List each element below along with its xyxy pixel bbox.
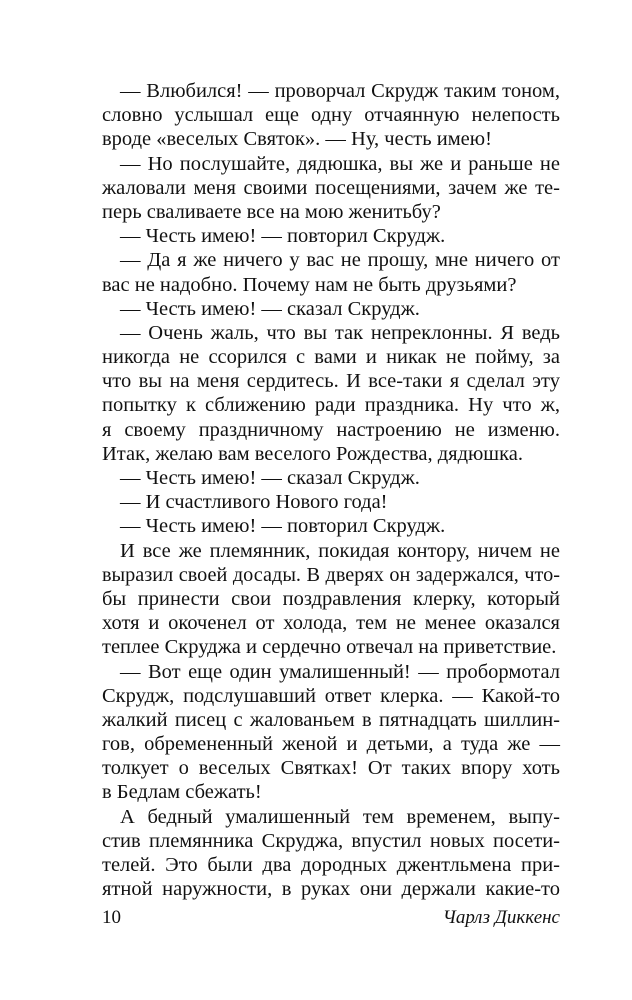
page-body-text <box>102 79 560 901</box>
text-line: ятной наружности, в руках они держали какие-то <box>102 878 560 901</box>
text-line: — Влюбился! — проворчал Скрудж таким тоном, <box>120 80 560 102</box>
text-line: вроде «веселых Святок». — Ну, честь имею! <box>102 128 492 151</box>
text-line: Скрудж, подслушавший ответ клерка. — Какой-то <box>102 684 560 707</box>
text-line: — Очень жаль, что вы так непреклонны. Я ведь <box>120 321 560 344</box>
running-title: Чарлз Диккенс <box>442 907 560 928</box>
text-line: перь сваливаете все на мою женитьбу? <box>102 200 441 223</box>
text-line: выразил своей досады. В дверях он задержался, что- <box>102 563 560 586</box>
text-line: А бедный умалишенный тем временем, выпу- <box>120 805 560 828</box>
text-line: бы принести свои поздравления клерку, который <box>102 587 560 610</box>
text-line: — И счастливого Нового года! <box>120 491 388 514</box>
text-line: телей. Это были два дородных джентльмена при- <box>102 854 560 876</box>
text-line: толкует о веселых Святках! От таких впору хоть <box>102 757 560 780</box>
text-line: гов, обремененный женой и детьми, а туда же — <box>102 733 560 756</box>
text-line: — Вот еще один умалишенный! — пробормотал <box>120 660 560 683</box>
text-line: теплее Скруджа и сердечно отвечал на приветствие. <box>102 636 557 659</box>
text-line: жалкий писец с жалованьем в пятнадцать шиллин- <box>102 708 560 731</box>
text-line: хотя и окоченел от холода, тем не менее оказался <box>102 612 560 635</box>
text-line: — Честь имею! — повторил Скрудж. <box>120 515 446 538</box>
text-line: — Честь имею! — сказал Скрудж. <box>120 467 420 489</box>
text-line: я своему праздничному настроению не изменю. <box>102 418 560 441</box>
text-line: — Но послушайте, дядюшка, вы же и раньше не <box>120 152 560 175</box>
text-line: попытку к сближению ради праздника. Ну что ж, <box>102 394 560 417</box>
text-line: — Да я же ничего у вас не прошу, мне ничего от <box>120 249 560 272</box>
page-footer <box>102 906 560 930</box>
text-line: в Бедлам сбежать! <box>102 781 262 804</box>
text-line: жаловали меня своими посещениями, зачем же те- <box>102 176 560 199</box>
text-line: — Честь имею! — повторил Скрудж. <box>120 225 446 248</box>
text-line: вас не надобно. Почему нам не быть друзьями? <box>102 273 517 296</box>
text-line: никогда не ссорился с вами и никак не пойму, за <box>102 346 560 369</box>
text-line: стив племянника Скруджа, впустил новых посети- <box>102 829 560 852</box>
page-number: 10 <box>102 907 121 928</box>
text-line: — Честь имею! — сказал Скрудж. <box>120 297 420 320</box>
text-line: словно услышал еще одну отчаянную нелепость <box>102 104 560 127</box>
text-line: И все же племянник, покидая контору, ничем не <box>120 539 560 562</box>
text-line: что вы на меня сердитесь. И все-таки я сделал эту <box>102 370 560 393</box>
text-line: Итак, желаю вам веселого Рождества, дядюшка. <box>102 442 523 465</box>
